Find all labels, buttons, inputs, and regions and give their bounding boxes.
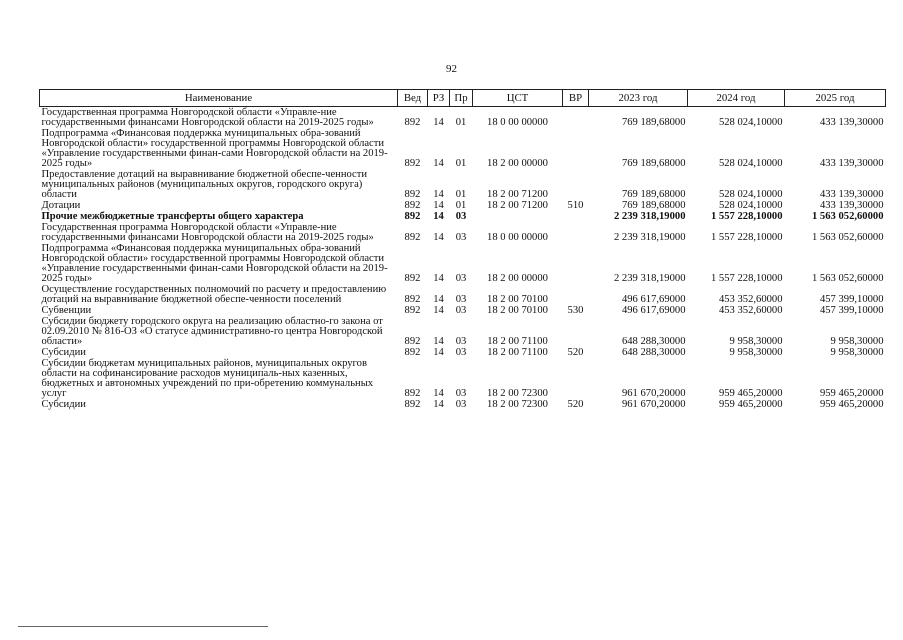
cell-pr: 03	[455, 273, 467, 284]
cell-2024: 528 024,10000	[718, 200, 783, 211]
header-name: Наименование	[40, 90, 398, 107]
cell-vr: 510	[567, 200, 584, 211]
table-row	[40, 211, 886, 222]
cell-2023: 961 670,20000	[621, 388, 686, 399]
cell-pr: 01	[455, 200, 467, 211]
cell-2025: 959 465,20000	[819, 399, 884, 410]
cell-2024: 9 958,30000	[729, 336, 783, 347]
table-row	[40, 358, 886, 399]
cell-ved: 892	[404, 347, 421, 358]
cell-ved: 892	[404, 399, 421, 410]
cell-vr	[563, 284, 589, 305]
cell-cst: 18 2 00 72300	[487, 399, 548, 410]
cell-rz: 14	[433, 189, 444, 200]
cell-rz: 14	[433, 294, 444, 305]
cell-pr: 03	[455, 399, 467, 410]
footer-rule	[18, 626, 268, 627]
table-row	[40, 243, 886, 284]
cell-vr	[563, 358, 589, 399]
cell-cst: 18 2 00 00000	[487, 158, 548, 169]
cell-pr: 01	[455, 158, 467, 169]
cell-2024: 9 958,30000	[729, 347, 783, 358]
cell-2025: 433 139,30000	[819, 189, 884, 200]
cell-rz: 14	[433, 336, 444, 347]
cell-pr: 03	[455, 388, 467, 399]
cell-2024: 1 557 228,10000	[710, 273, 783, 284]
cell-ved: 892	[404, 273, 421, 284]
table-row	[40, 284, 886, 305]
cell-rz: 14	[433, 305, 444, 316]
cell-2023: 496 617,69000	[621, 305, 686, 316]
cell-2025: 433 139,30000	[819, 200, 884, 211]
cell-2024: 959 465,20000	[718, 388, 783, 399]
cell-rz: 14	[433, 158, 444, 169]
cell-2024: 1 557 228,10000	[710, 211, 783, 222]
table-row	[40, 200, 886, 211]
cell-2024: 1 557 228,10000	[710, 232, 783, 243]
table-row	[40, 169, 886, 200]
cell-rz: 14	[433, 347, 444, 358]
cell-2024: 453 352,60000	[718, 305, 783, 316]
cell-2024: 959 465,20000	[718, 399, 783, 410]
cell-name: Субсидии бюджету городского округа на реализацию областно-го закона от 02.09.2010 № 816-ОЗ «О статусе административно-го центра Новгородской области»	[41, 316, 383, 347]
cell-rz: 14	[433, 399, 444, 410]
cell-rz: 14	[433, 117, 444, 128]
cell-rz: 14	[433, 211, 444, 222]
table-row	[40, 128, 886, 169]
page-number: 92	[446, 63, 457, 75]
cell-name: Субсидии бюджетам муниципальных районов, муниципальных округов области на софинансирование расходов муниципаль-ных казенных, бюджетных и автономных учреждений по при-обретению коммунальных услуг	[41, 358, 374, 399]
cell-vr: 520	[567, 347, 584, 358]
cell-ved: 892	[404, 200, 421, 211]
table-row	[40, 316, 886, 347]
cell-2023: 648 288,30000	[621, 347, 686, 358]
cell-name: Государственная программа Новгородской области «Управле-ние государственными финансами Новгородской области на 2019-2025 годы»	[41, 107, 374, 128]
cell-ved: 892	[404, 211, 421, 222]
cell-2025: 457 399,10000	[819, 294, 884, 305]
cell-name: Субвенции	[41, 305, 92, 316]
header-2023: 2023 год	[589, 90, 688, 107]
cell-pr: 01	[455, 117, 467, 128]
table-row	[40, 222, 886, 243]
cell-cst: 18 0 00 00000	[487, 232, 548, 243]
table-header-row	[40, 90, 886, 107]
cell-2024: 528 024,10000	[718, 117, 783, 128]
budget-table	[39, 89, 886, 410]
header-pr: Пр	[450, 90, 473, 107]
table-body	[40, 107, 886, 411]
cell-2023: 769 189,68000	[621, 189, 686, 200]
cell-pr: 03	[455, 294, 467, 305]
table-row	[40, 347, 886, 358]
cell-vr	[563, 169, 589, 200]
cell-cst: 18 2 00 00000	[487, 273, 548, 284]
cell-2023: 2 239 318,19000	[613, 232, 686, 243]
cell-2023: 2 239 318,19000	[613, 211, 686, 222]
cell-vr	[563, 107, 589, 129]
cell-name: Дотации	[41, 200, 81, 211]
cell-2024: 528 024,10000	[718, 158, 783, 169]
table-row	[40, 107, 886, 129]
cell-pr: 03	[455, 211, 467, 222]
cell-vr	[563, 243, 589, 284]
cell-2023: 648 288,30000	[621, 336, 686, 347]
header-vr: ВР	[563, 90, 589, 107]
cell-cst: 18 2 00 71200	[487, 200, 548, 211]
cell-name: Осуществление государственных полномочий по расчету и предоставлению дотаций на выравнивание бюджетной обеспе-ченности поселений	[41, 284, 387, 305]
cell-ved: 892	[404, 117, 421, 128]
cell-ved: 892	[404, 158, 421, 169]
cell-cst: 18 2 00 70100	[487, 305, 548, 316]
cell-cst: 18 2 00 70100	[487, 294, 548, 305]
cell-2023: 2 239 318,19000	[613, 273, 686, 284]
cell-2025: 1 563 052,60000	[811, 232, 884, 243]
cell-2025: 959 465,20000	[819, 388, 884, 399]
cell-vr: 530	[567, 305, 584, 316]
cell-name: Прочие межбюджетные трансферты общего характера	[41, 211, 304, 222]
cell-vr	[563, 128, 589, 169]
cell-2025: 457 399,10000	[819, 305, 884, 316]
cell-rz: 14	[433, 388, 444, 399]
cell-rz: 14	[433, 273, 444, 284]
cell-name: Субсидии	[41, 347, 86, 358]
cell-name: Подпрограмма «Финансовая поддержка муниципальных обра-зований Новгородской области» государственной программы Новгородской области «Управление государственными финан-сами Новгородской области на 2019-2025 годы»	[41, 243, 388, 284]
cell-2025: 1 563 052,60000	[811, 211, 884, 222]
cell-pr: 01	[455, 189, 467, 200]
cell-2025: 433 139,30000	[819, 117, 884, 128]
cell-name: Государственная программа Новгородской области «Управле-ние государственными финансами Новгородской области на 2019-2025 годы»	[41, 222, 374, 243]
cell-2023: 769 189,68000	[621, 117, 686, 128]
cell-vr	[563, 222, 589, 243]
cell-2025: 433 139,30000	[819, 158, 884, 169]
cell-cst	[473, 211, 563, 222]
cell-cst: 18 2 00 72300	[487, 388, 548, 399]
cell-ved: 892	[404, 336, 421, 347]
cell-2023: 961 670,20000	[621, 399, 686, 410]
cell-pr: 03	[455, 336, 467, 347]
cell-2023: 769 189,68000	[621, 158, 686, 169]
cell-name: Предоставление дотаций на выравнивание бюджетной обеспе-ченности муниципальных районов (муниципальных округов, городского округа) области	[41, 169, 368, 200]
cell-2024: 453 352,60000	[718, 294, 783, 305]
header-ved: Вед	[398, 90, 428, 107]
header-2024: 2024 год	[688, 90, 785, 107]
cell-2025: 9 958,30000	[830, 347, 884, 358]
cell-2023: 496 617,69000	[621, 294, 686, 305]
cell-cst: 18 2 00 71200	[487, 189, 548, 200]
header-2025: 2025 год	[785, 90, 886, 107]
cell-vr: 520	[567, 399, 584, 410]
cell-cst: 18 2 00 71100	[487, 336, 548, 347]
cell-ved: 892	[404, 305, 421, 316]
cell-pr: 03	[455, 232, 467, 243]
cell-pr: 03	[455, 347, 467, 358]
cell-2023: 769 189,68000	[621, 200, 686, 211]
cell-pr: 03	[455, 305, 467, 316]
cell-rz: 14	[433, 200, 444, 211]
cell-ved: 892	[404, 294, 421, 305]
header-rz: РЗ	[428, 90, 450, 107]
cell-2024: 528 024,10000	[718, 189, 783, 200]
cell-vr	[563, 211, 589, 222]
cell-2025: 1 563 052,60000	[811, 273, 884, 284]
cell-name: Подпрограмма «Финансовая поддержка муниципальных обра-зований Новгородской области» государственной программы Новгородской области «Управление государственными финан-сами Новгородской области на 2019-2025 годы»	[41, 128, 388, 169]
table-row	[40, 305, 886, 316]
cell-ved: 892	[404, 232, 421, 243]
cell-rz: 14	[433, 232, 444, 243]
cell-name: Субсидии	[41, 399, 86, 410]
cell-ved: 892	[404, 189, 421, 200]
cell-cst: 18 0 00 00000	[487, 117, 548, 128]
cell-ved: 892	[404, 388, 421, 399]
table-row	[40, 399, 886, 410]
cell-cst: 18 2 00 71100	[487, 347, 548, 358]
cell-vr	[563, 316, 589, 347]
header-cst: ЦСТ	[473, 90, 563, 107]
cell-2025: 9 958,30000	[830, 336, 884, 347]
